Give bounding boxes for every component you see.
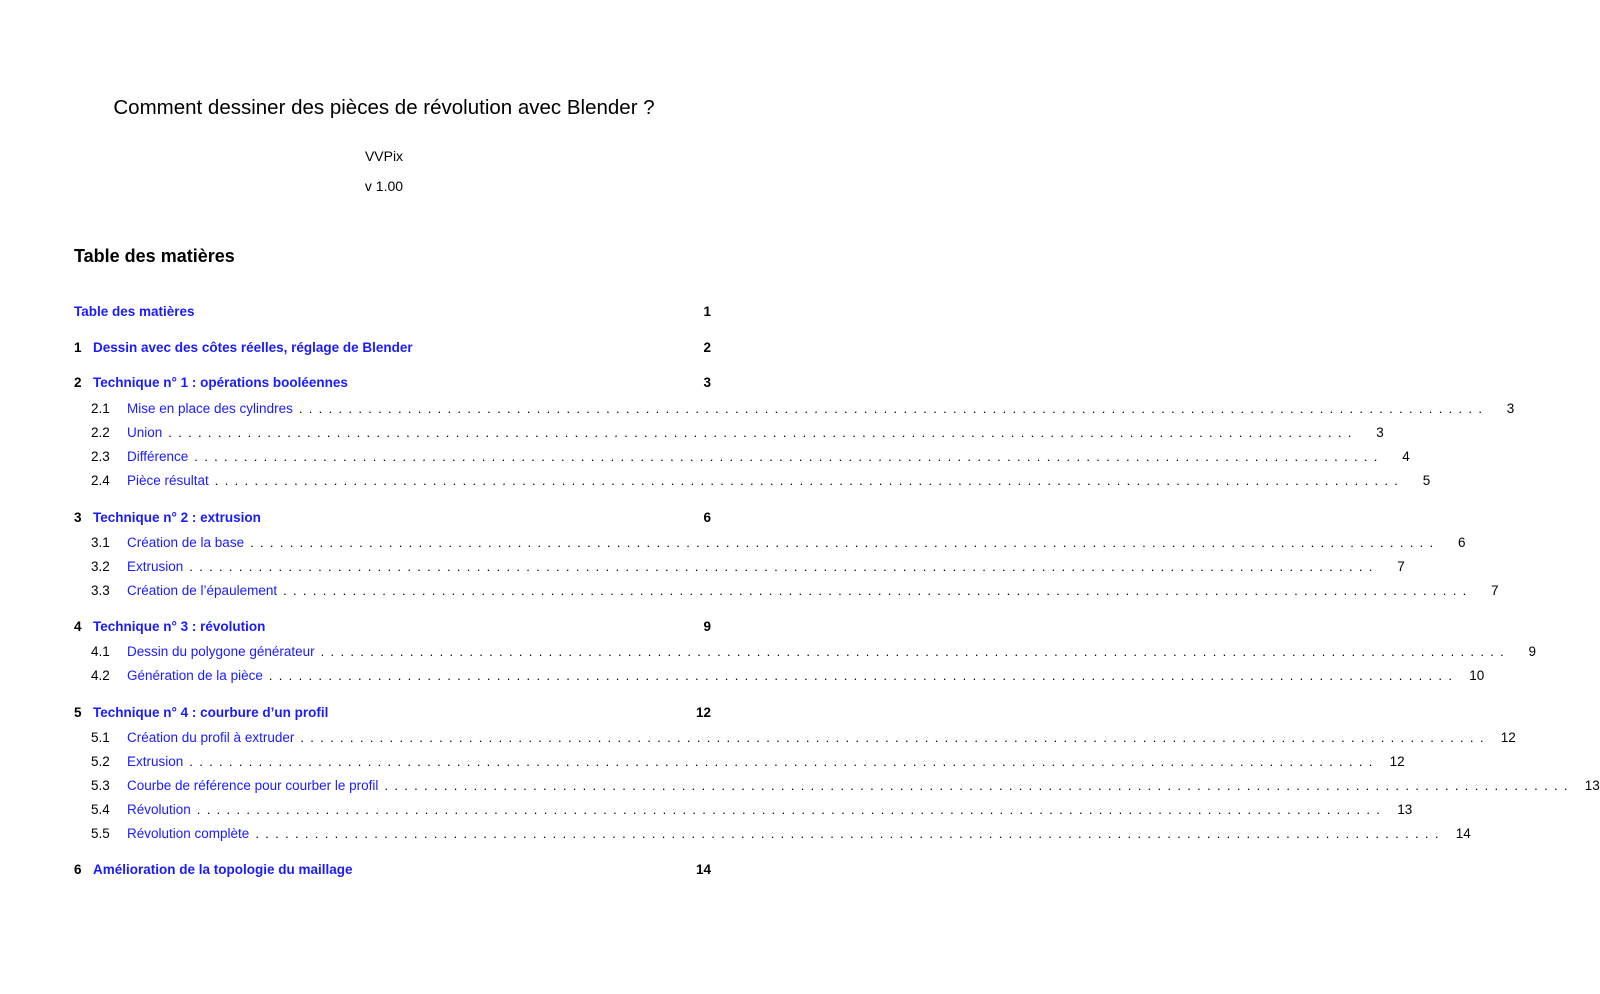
toc-section-number: 5.3 bbox=[91, 777, 110, 793]
toc-section-number: 3.1 bbox=[91, 534, 110, 550]
toc-link[interactable]: Courbe de référence pour courber le profil bbox=[127, 777, 379, 793]
toc-link[interactable]: Création de l’épaulement bbox=[127, 582, 278, 598]
toc-entry-subsection-5-5 bbox=[91, 824, 1471, 842]
toc-page-number: 7 bbox=[1397, 558, 1405, 574]
document-version: v 1.00 bbox=[364, 178, 404, 194]
toc-link[interactable]: Technique n° 2 : extrusion bbox=[93, 509, 261, 525]
toc-page-number: 13 bbox=[1584, 777, 1600, 793]
toc-section-number: 5.2 bbox=[91, 753, 110, 769]
toc-section-number: 6 bbox=[74, 861, 82, 877]
toc-page-number: 12 bbox=[695, 704, 711, 720]
toc-dot-leader: ........................................................................................................................ bbox=[214, 472, 1405, 488]
toc-link[interactable]: Différence bbox=[127, 448, 189, 464]
toc-dot-leader: ........................................................................................................................ bbox=[300, 729, 1490, 745]
toc-page-number: 4 bbox=[1402, 448, 1410, 464]
toc-page-number: 6 bbox=[1457, 534, 1466, 550]
toc-dot-leader: ........................................................................................................................ bbox=[189, 753, 1379, 769]
toc-entry-subsection-3-1 bbox=[91, 533, 1466, 551]
toc-link[interactable]: Extrusion bbox=[127, 558, 184, 574]
toc-dot-leader: ........................................................................................................................ bbox=[250, 534, 1440, 550]
toc-dot-leader: ........................................................................................................................ bbox=[168, 424, 1358, 440]
toc-section-number: 5.4 bbox=[91, 801, 110, 817]
toc-page-number: 5 bbox=[1422, 472, 1431, 488]
toc-entry-contents bbox=[74, 302, 711, 320]
toc-heading: Table des matières bbox=[74, 246, 235, 266]
toc-entry-section-2 bbox=[74, 373, 711, 391]
toc-dot-leader: ........................................................................................................................ bbox=[283, 582, 1473, 598]
toc-section-number: 1 bbox=[74, 339, 82, 355]
toc-dot-leader: ........................................................................................................................ bbox=[196, 801, 1387, 817]
toc-dot-leader: ........................................................................................................................ bbox=[320, 643, 1511, 659]
toc-link[interactable]: Dessin avec des côtes réelles, réglage de Blender bbox=[93, 339, 413, 355]
toc-page-number: 13 bbox=[1397, 801, 1413, 817]
toc-link[interactable]: Extrusion bbox=[127, 753, 184, 769]
toc-page-number: 3 bbox=[1376, 424, 1384, 440]
toc-entry-subsection-2-3 bbox=[91, 447, 1410, 465]
toc-link[interactable]: Révolution bbox=[127, 801, 191, 817]
toc-link[interactable]: Technique n° 1 : opérations booléennes bbox=[93, 374, 348, 390]
toc-entry-subsection-5-1 bbox=[91, 728, 1516, 746]
toc-entry-subsection-2-2 bbox=[91, 423, 1384, 441]
toc-section-number: 2.2 bbox=[91, 424, 110, 440]
toc-dot-leader: ........................................................................................................................ bbox=[298, 400, 1489, 416]
toc-link[interactable]: Pièce résultat bbox=[127, 472, 209, 488]
toc-link[interactable]: Table des matières bbox=[74, 303, 195, 319]
toc-entry-subsection-5-3 bbox=[91, 776, 1600, 794]
toc-link[interactable]: Révolution complète bbox=[127, 825, 250, 841]
toc-entry-section-3 bbox=[74, 508, 711, 526]
toc-page-number: 12 bbox=[1389, 753, 1405, 769]
toc-entry-subsection-2-1 bbox=[91, 399, 1515, 417]
toc-page-number: 14 bbox=[1455, 825, 1471, 841]
toc-page-number: 2 bbox=[703, 339, 711, 355]
toc-entry-section-4 bbox=[74, 617, 711, 635]
toc-entry-subsection-2-4 bbox=[91, 471, 1431, 489]
document-author: VVPix bbox=[364, 148, 404, 164]
toc-entry-subsection-5-4 bbox=[91, 800, 1413, 818]
toc-section-number: 5.5 bbox=[91, 825, 110, 841]
toc-dot-leader: ........................................................................................................................ bbox=[189, 558, 1379, 574]
toc-page-number: 9 bbox=[1528, 643, 1537, 659]
toc-link[interactable]: Technique n° 4 : courbure d’un profil bbox=[93, 704, 329, 720]
toc-page-number: 9 bbox=[703, 618, 711, 634]
toc-link[interactable]: Génération de la pièce bbox=[127, 667, 263, 683]
toc-link[interactable]: Création de la base bbox=[127, 534, 245, 550]
toc-section-number: 5 bbox=[74, 704, 82, 720]
toc-page-number: 3 bbox=[1506, 400, 1515, 416]
toc-page-number: 12 bbox=[1500, 729, 1516, 745]
toc-entry-section-5 bbox=[74, 703, 711, 721]
toc-dot-leader: ........................................................................................................................ bbox=[268, 667, 1459, 683]
toc-link[interactable]: Dessin du polygone générateur bbox=[127, 643, 315, 659]
toc-section-number: 4 bbox=[74, 618, 82, 634]
toc-page-number: 1 bbox=[703, 303, 711, 319]
toc-section-number: 5.1 bbox=[91, 729, 110, 745]
toc-link[interactable]: Création du profil à extruder bbox=[127, 729, 295, 745]
toc-section-number: 2 bbox=[74, 374, 82, 390]
toc-page-number: 7 bbox=[1491, 582, 1499, 598]
toc-entry-subsection-4-1 bbox=[91, 642, 1537, 660]
toc-link[interactable]: Amélioration de la topologie du maillage bbox=[93, 861, 353, 877]
toc-section-number: 2.1 bbox=[91, 400, 110, 416]
toc-section-number: 2.4 bbox=[91, 472, 110, 488]
document-title: Comment dessiner des pièces de révolution avec Blender ? bbox=[113, 96, 655, 119]
toc-dot-leader: ........................................................................................................................ bbox=[255, 825, 1445, 841]
toc-entry-subsection-4-2 bbox=[91, 666, 1485, 684]
toc-section-number: 2.3 bbox=[91, 448, 110, 464]
toc-section-number: 4.1 bbox=[91, 643, 110, 659]
toc-link[interactable]: Union bbox=[127, 424, 163, 440]
toc-section-number: 3.3 bbox=[91, 582, 110, 598]
toc-dot-leader: ........................................................................................................................ bbox=[194, 448, 1384, 464]
toc-section-number: 4.2 bbox=[91, 667, 110, 683]
toc-page-number: 6 bbox=[703, 509, 711, 525]
toc-page-number: 3 bbox=[703, 374, 711, 390]
toc-link[interactable]: Mise en place des cylindres bbox=[127, 400, 293, 416]
toc-link[interactable]: Technique n° 3 : révolution bbox=[93, 618, 266, 634]
toc-entry-section-1 bbox=[74, 338, 711, 356]
toc-entry-subsection-3-2 bbox=[91, 557, 1405, 575]
toc-entry-subsection-3-3 bbox=[91, 581, 1499, 599]
toc-dot-leader: ........................................................................................................................ bbox=[384, 777, 1574, 793]
toc-page-number: 10 bbox=[1469, 667, 1485, 683]
toc-section-number: 3 bbox=[74, 509, 82, 525]
toc-page-number: 14 bbox=[695, 861, 711, 877]
toc-entry-subsection-5-2 bbox=[91, 752, 1405, 770]
toc-entry-section-6 bbox=[74, 860, 711, 878]
toc-section-number: 3.2 bbox=[91, 558, 110, 574]
